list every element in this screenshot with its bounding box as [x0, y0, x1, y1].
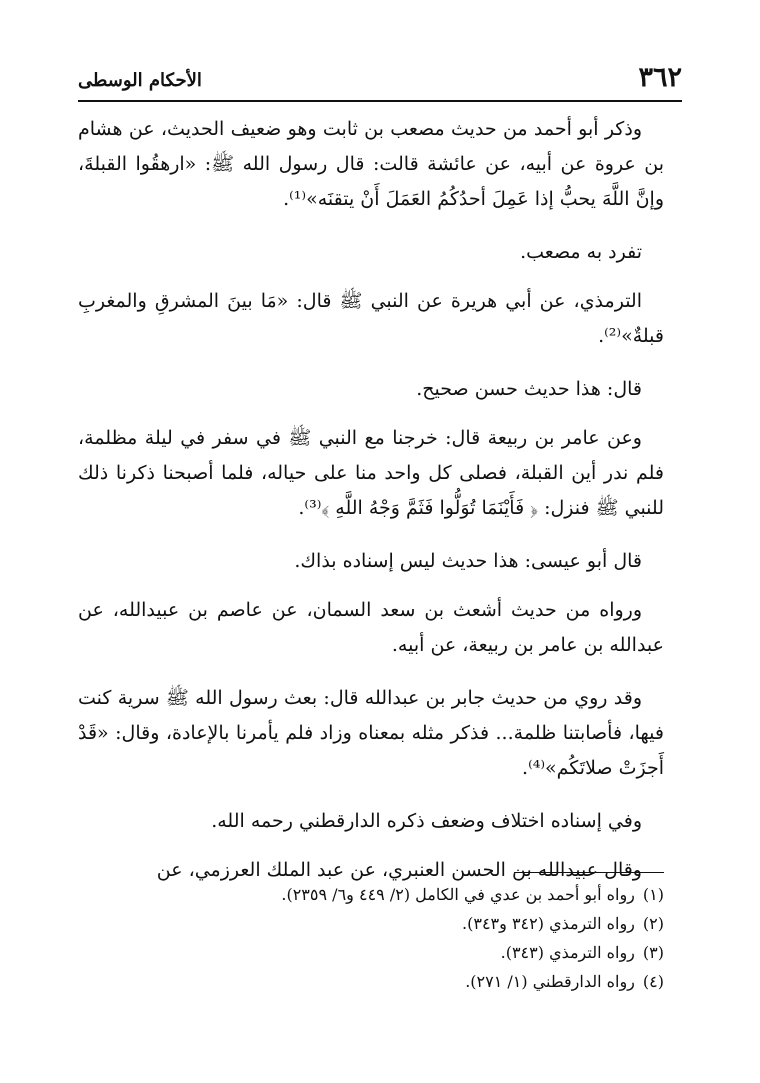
- footnote: [78, 880, 664, 909]
- paragraph: وقال عبيدالله بن الحسن العنبري، عن عبد الملك العرزمي، عن: [156, 859, 642, 881]
- paragraph: ورواه من حديث أشعث بن سعد السمان، عن عاصم بن عبيدالله، عن عبدالله بن عامر بن ربيعة، عن أبيه.: [78, 599, 664, 656]
- footnote-number: (٣): [642, 943, 664, 962]
- footnote-text: رواه أبو أحمد بن عدي في الكامل (٢/ ٤٤٩ و٦/ ٢٣٥٩).: [281, 885, 635, 904]
- main-text: [78, 112, 664, 906]
- footnote-number: (٤): [642, 972, 664, 991]
- paragraph: قال أبو عيسى: هذا حديث ليس إسناده بذاك.: [294, 550, 642, 572]
- footnote: [78, 967, 664, 996]
- page-number: ٣٦٢: [638, 62, 682, 93]
- paragraph: وقد روي من حديث جابر بن عبدالله قال: بعث رسول الله ﷺ سرية كنت فيها، فأصابتنا ظلمة... فذكر مثله بمعناه وزاد فلم يأمرنا بالإعادة، وقال: «قَدْ أَجزَتْ صلاتَكُم»⁽⁴⁾.: [78, 687, 664, 779]
- footnote-number: (٢): [642, 914, 664, 933]
- footnote-text: رواه الترمذي (٣٤٣).: [500, 943, 635, 962]
- paragraph: وذكر أبو أحمد من حديث مصعب بن ثابت وهو ضعيف الحديث، عن هشام بن عروة عن أبيه، عن عائشة قالت: قال رسول الله ﷺ: «ارهقُوا القبلةَ، وإنَّ اللَّهَ يحبُّ إذا عَمِلَ أحدُكُمُ العَمَلَ أَنْ يتقنَه»⁽¹⁾.: [78, 118, 664, 210]
- paragraph: الترمذي، عن أبي هريرة عن النبي ﷺ قال: «مَا بينَ المشرقِ والمغربِ قبلةٌ»⁽²⁾.: [78, 290, 664, 347]
- paragraph: قال: هذا حديث حسن صحيح.: [416, 378, 642, 400]
- footnotes: [78, 880, 664, 996]
- footnote-text: رواه الدارقطني (١/ ٢٧١).: [465, 972, 635, 991]
- paragraph: وعن عامر بن ربيعة قال: خرجنا مع النبي ﷺ في سفر في ليلة مظلمة، فلم ندر أين القبلة، فصلى كل واحد منا على حياله، فلما أصبحنا ذكرنا ذلك للنبي ﷺ فنزل: ﴿ فَأَيْنَمَا تُوَلُّوا فَثَمَّ وَجْهُ اللَّهِ ﴾⁽³⁾.: [78, 427, 664, 519]
- paragraph: وفي إسناده اختلاف وضعف ذكره الدارقطني رحمه الله.: [211, 810, 642, 832]
- paragraph: تفرد به مصعب.: [520, 241, 642, 263]
- footnote: [78, 909, 664, 938]
- page-header: [78, 60, 682, 102]
- footnote-number: (١): [642, 885, 664, 904]
- running-title: الأحكام الوسطى: [78, 70, 202, 91]
- footnote-text: رواه الترمذي (٣٤٢ و٣٤٣).: [462, 914, 635, 933]
- footnote: [78, 938, 664, 967]
- footnote-divider: [514, 872, 664, 873]
